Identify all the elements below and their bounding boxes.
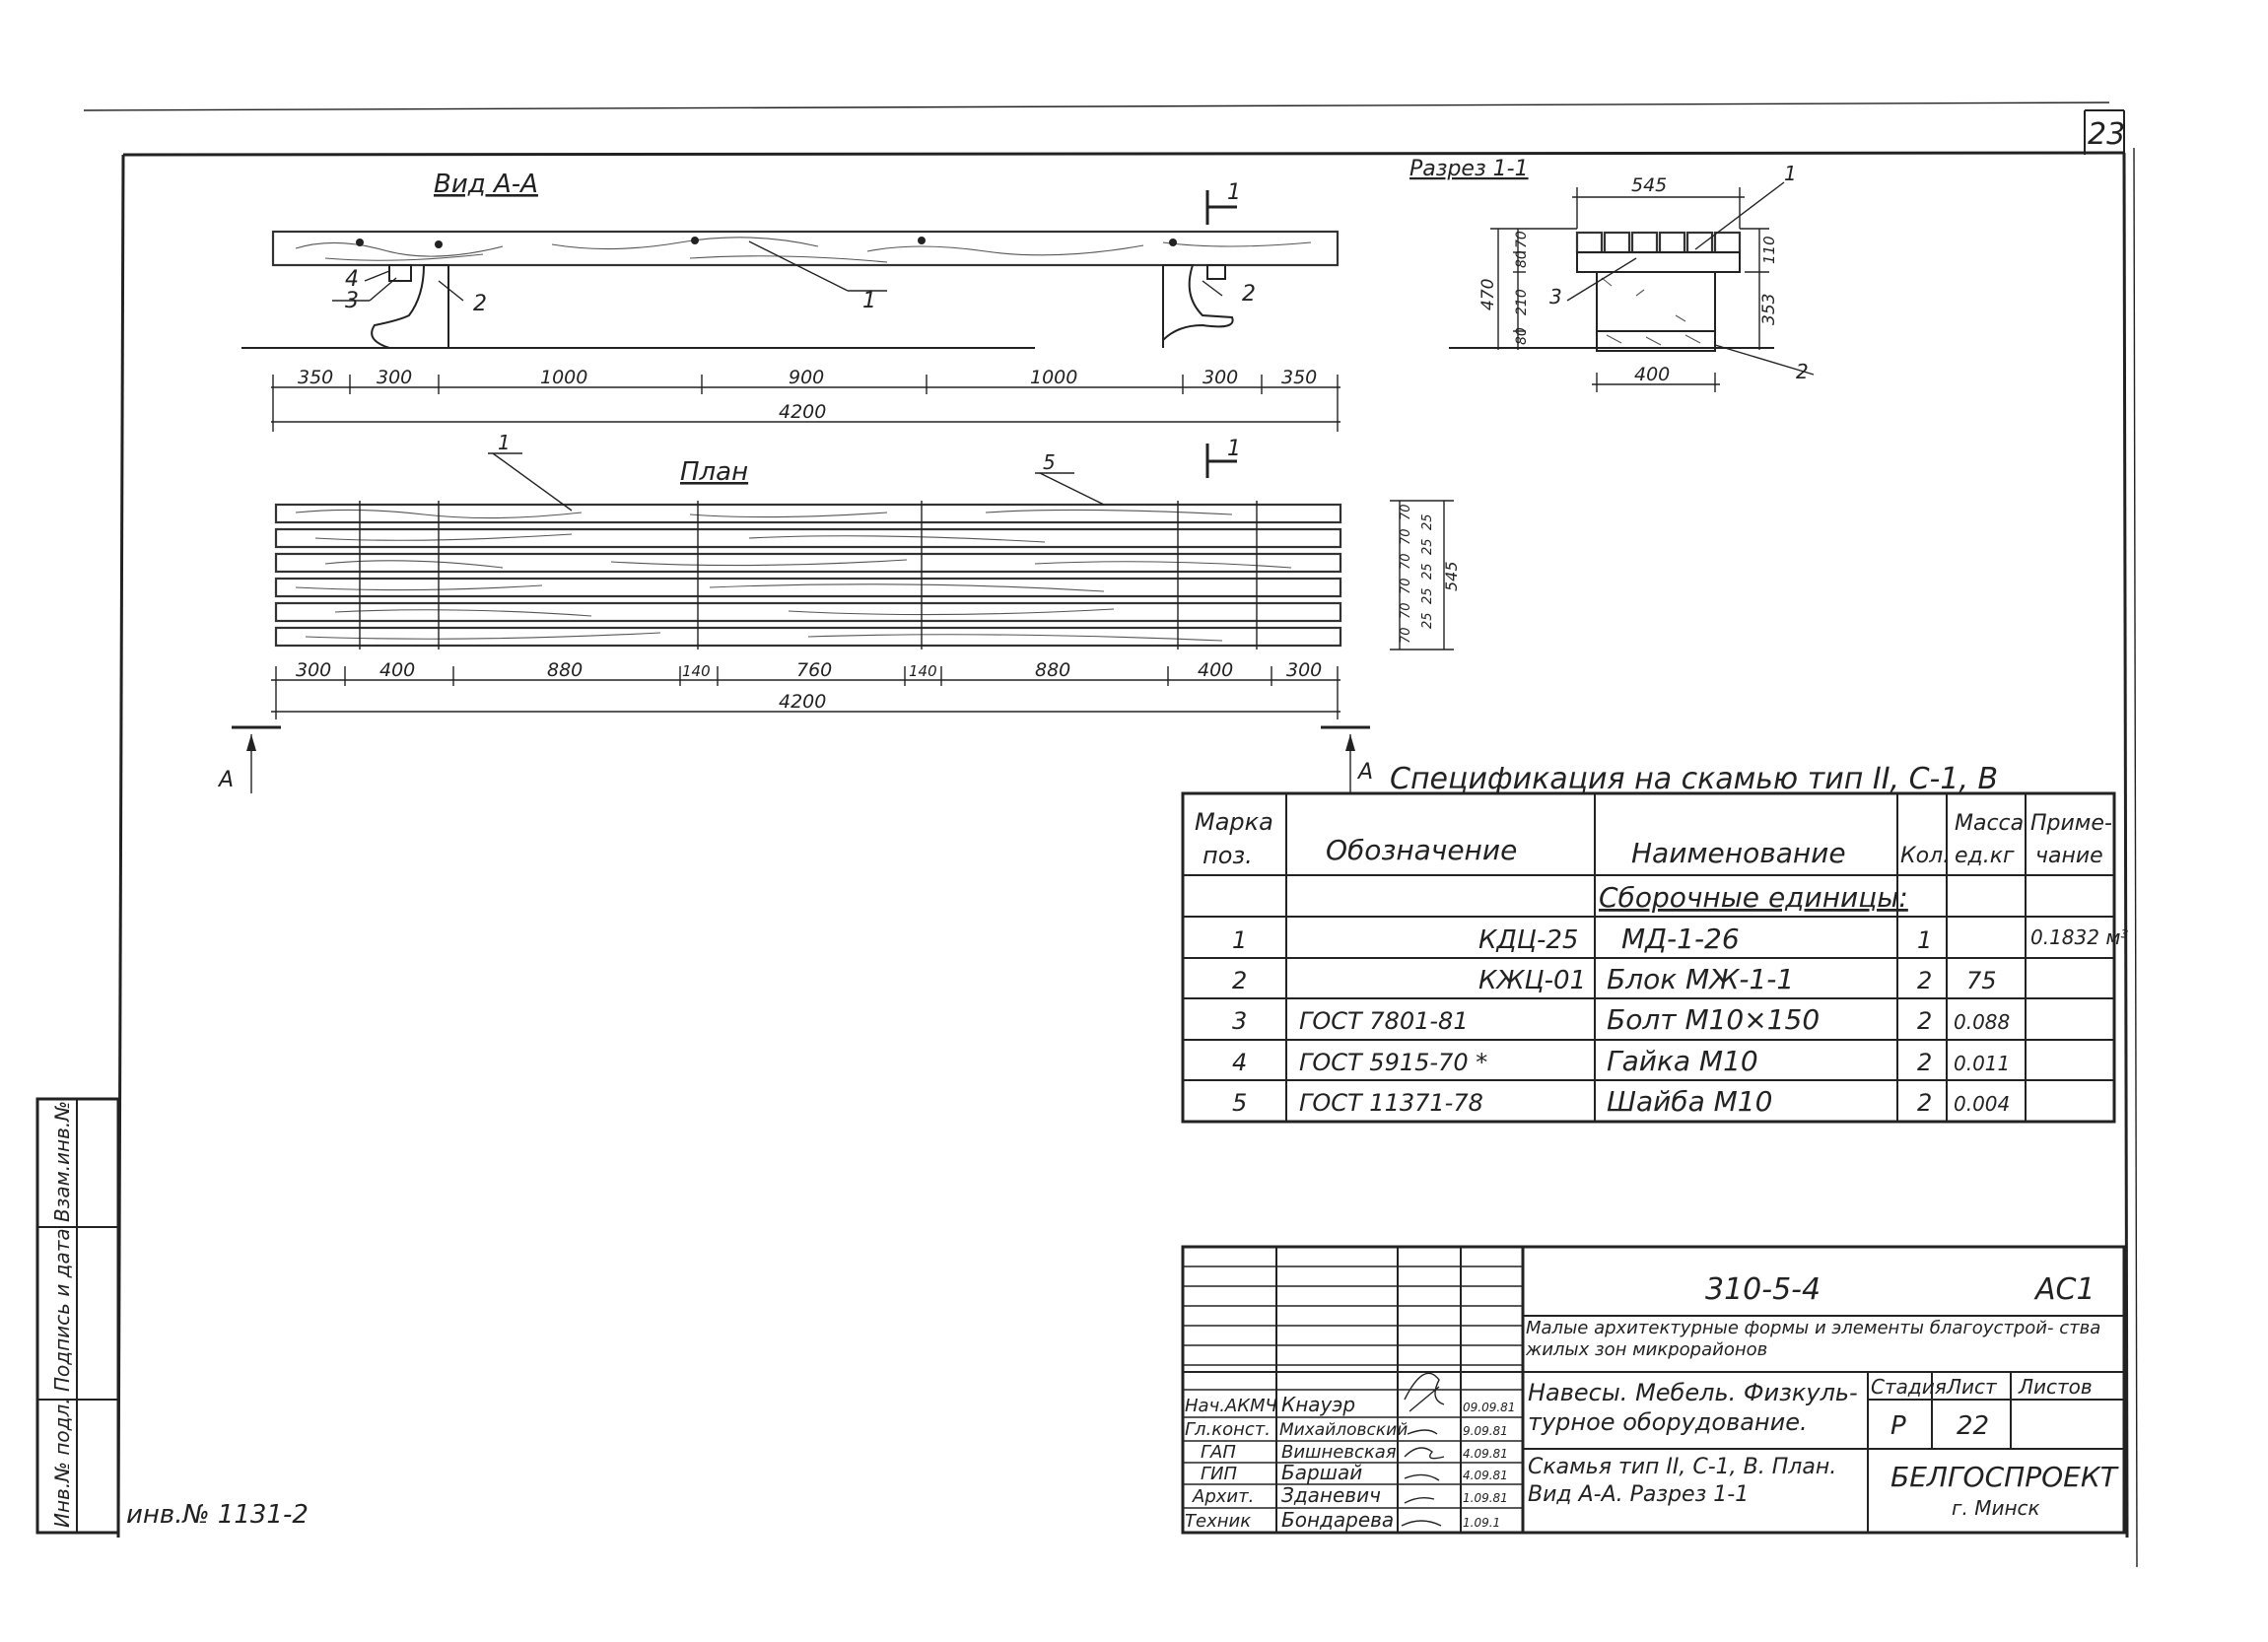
staff-role: Техник <box>1185 1511 1252 1532</box>
view-aa-dim-7: 350 <box>1281 367 1318 388</box>
spec-row-mark: 1 <box>1232 926 1248 954</box>
plan-section-mark: 1 <box>1227 437 1241 461</box>
plan-side-total: 545 <box>1442 561 1461 591</box>
view-aa-label-2-left: 2 <box>473 292 487 316</box>
plan-title: План <box>680 457 749 487</box>
spec-row-designation: ГОСТ 7801-81 <box>1299 1007 1469 1035</box>
spec-row-name: Болт М10×150 <box>1607 1003 1821 1036</box>
title-city: г. Минск <box>1952 1496 2040 1520</box>
spec-row-designation: КЖЦ-01 <box>1478 966 1587 995</box>
spec-header-designation: Обозначение <box>1326 834 1518 866</box>
cut-mark-left: А <box>219 768 235 792</box>
plan-dim-7: 880 <box>1035 659 1071 681</box>
plan-side-25-1: 25 <box>1420 513 1435 530</box>
signature <box>1402 1373 1444 1526</box>
spec-row-qty: 2 <box>1917 1089 1933 1117</box>
spec-row-name: Шайба М10 <box>1607 1085 1773 1118</box>
title-stage-label: Стадия <box>1871 1375 1947 1399</box>
section-11 <box>1409 157 1814 392</box>
spec-header-mark-2: поз. <box>1203 842 1253 869</box>
staff-role: ГАП <box>1201 1442 1236 1463</box>
side-stamp-sign: Подпись и дата <box>50 1228 74 1392</box>
staff-date: 9.09.81 <box>1463 1424 1508 1438</box>
spec-row-mark: 2 <box>1232 967 1248 994</box>
plan-view <box>232 444 1454 793</box>
section-11-height-80a: 80 <box>1514 327 1530 345</box>
plan-side-70-5: 70 <box>1399 602 1413 619</box>
plan-dim-8: 400 <box>1198 659 1234 681</box>
spec-header-mass-2: ед.кг <box>1955 844 2015 868</box>
view-aa-dim-3: 1000 <box>540 367 588 388</box>
view-aa-dim-4: 900 <box>789 367 825 388</box>
section-11-total-height: 470 <box>1478 278 1498 310</box>
title-org: БЕЛГОСПРОЕКТ <box>1890 1461 2117 1493</box>
title-project: Малые архитектурные формы и элементы благоустрой- ства жилых зон микрорайонов <box>1526 1318 2101 1360</box>
staff-row <box>1185 1508 1500 1532</box>
title-drawing: Скамья тип II, С-1, В. План. Вид А-А. Разрез 1-1 <box>1528 1455 1837 1507</box>
view-aa-title: Вид А-А <box>434 170 538 199</box>
plan-dim-5: 760 <box>796 659 833 681</box>
staff-row <box>1185 1393 1515 1416</box>
spec-row-mass: 0.088 <box>1954 1010 2011 1034</box>
staff-name: Кнауэр <box>1281 1393 1356 1416</box>
plan-side-70-2: 70 <box>1399 528 1413 545</box>
plan-side-70-4: 70 <box>1399 578 1413 594</box>
spec-row-designation: КДЦ-25 <box>1478 925 1579 955</box>
spec-row <box>1232 963 1997 995</box>
spec-row-mark: 4 <box>1232 1049 1248 1076</box>
title-sheets-label: Листов <box>2019 1375 2093 1399</box>
view-aa-dim-1: 350 <box>298 367 334 388</box>
spec-row-name: Блок МЖ-1-1 <box>1607 963 1795 995</box>
staff-name: Баршай <box>1281 1461 1363 1484</box>
plan-dim-2: 400 <box>379 659 416 681</box>
side-stamp-replace: Взам.инв.№ <box>50 1100 74 1222</box>
spec-row <box>1232 1003 2010 1036</box>
title-section: Навесы. Мебель. Физкуль- турное оборудование. <box>1528 1379 1858 1436</box>
plan-dim-total: 4200 <box>779 691 827 713</box>
section-11-label-3: 3 <box>1549 285 1562 308</box>
staff-date: 09.09.81 <box>1463 1401 1516 1414</box>
title-sheet-code: АС1 <box>2035 1272 2096 1307</box>
staff-row <box>1201 1442 1508 1463</box>
spec-header-mark-1: Марка <box>1195 808 1273 836</box>
plan-dim-6: 140 <box>909 662 937 680</box>
section-11-right-353: 353 <box>1759 293 1779 325</box>
spec-row-mark: 5 <box>1232 1089 1248 1117</box>
view-aa-dim-5: 1000 <box>1030 367 1078 388</box>
view-aa-label-3: 3 <box>345 289 359 313</box>
page-number: 23 <box>2088 117 2126 152</box>
plan-side-70-6: 70 <box>1399 627 1413 644</box>
plan-dim-1: 300 <box>296 659 332 681</box>
plan-side-25-2: 25 <box>1420 538 1435 555</box>
spec-row-mark: 3 <box>1232 1007 1248 1035</box>
section-11-title: Разрез 1-1 <box>1409 157 1529 181</box>
plan-side-25-5: 25 <box>1420 612 1435 629</box>
title-doc-number: 310-5-4 <box>1705 1272 1821 1307</box>
view-aa-label-2-right: 2 <box>1242 282 1256 307</box>
spec-row-mass: 0.004 <box>1954 1092 2011 1116</box>
title-sheet-label: Лист <box>1947 1375 1997 1399</box>
inventory-number: инв.№ 1131-2 <box>126 1500 309 1530</box>
spec-row-qty: 1 <box>1917 926 1933 954</box>
spec-row-name: Гайка М10 <box>1607 1045 1758 1077</box>
staff-name: Бондарева <box>1281 1508 1395 1532</box>
staff-role: ГИП <box>1201 1464 1238 1484</box>
view-aa-dim-2: 300 <box>377 367 413 388</box>
side-stamp-inv: Инв.№ подл. <box>50 1398 74 1528</box>
plan-side-70-3: 70 <box>1399 553 1413 570</box>
spec-row-qty: 2 <box>1917 1007 1933 1035</box>
spec-row-qty: 2 <box>1917 1049 1933 1076</box>
section-11-label-1: 1 <box>1784 162 1797 185</box>
view-aa-section-mark: 1 <box>1227 180 1241 205</box>
section-11-label-2: 2 <box>1796 360 1809 383</box>
staff-row <box>1185 1419 1508 1440</box>
section-11-width-bottom: 400 <box>1634 364 1671 385</box>
spec-row-mass: 0.011 <box>1954 1052 2011 1075</box>
staff-role: Архит. <box>1193 1486 1255 1507</box>
section-11-right-110: 110 <box>1760 236 1778 264</box>
view-aa-dim-total: 4200 <box>779 401 827 423</box>
plan-dim-4: 140 <box>682 662 711 680</box>
spec-row-name: МД-1-26 <box>1621 923 1740 955</box>
staff-name: Михайловский <box>1279 1420 1409 1440</box>
section-11-width-top: 545 <box>1631 174 1668 196</box>
spec-row-designation: ГОСТ 5915-70 * <box>1299 1049 1488 1076</box>
title-stage: Р <box>1890 1411 1906 1441</box>
spec-title: Спецификация на скамью тип II, С-1, В <box>1390 762 1999 796</box>
spec-row-qty: 2 <box>1917 967 1933 994</box>
plan-label-5: 5 <box>1043 450 1056 474</box>
title-sheet: 22 <box>1957 1411 1990 1441</box>
plan-side-70-1: 70 <box>1399 504 1413 520</box>
view-aa-label-1: 1 <box>862 289 876 313</box>
spec-header-mass-1: Масса <box>1955 811 2025 836</box>
staff-name: Зданевич <box>1281 1483 1381 1507</box>
staff-role: Гл.конст. <box>1185 1419 1271 1440</box>
staff-role: Нач.АКМЧ <box>1185 1396 1277 1416</box>
spec-row-designation: ГОСТ 11371-78 <box>1299 1089 1483 1117</box>
section-11-height-210: 210 <box>1514 289 1530 315</box>
spec-header-note-2: чание <box>2035 844 2103 868</box>
staff-date: 1.09.81 <box>1463 1491 1508 1505</box>
spec-row-mass: 75 <box>1966 967 1997 994</box>
spec-row <box>1232 1085 2010 1118</box>
staff-name: Вишневская <box>1281 1442 1397 1463</box>
staff-date: 1.09.1 <box>1463 1516 1501 1530</box>
view-aa <box>241 170 1338 348</box>
section-11-height-70: 70 <box>1514 231 1530 248</box>
spec-section-label: Сборочные единицы: <box>1599 881 1908 914</box>
spec-row <box>1232 1045 2010 1077</box>
plan-dim-9: 300 <box>1286 659 1323 681</box>
staff-row <box>1201 1461 1508 1484</box>
view-aa-dim-6: 300 <box>1203 367 1239 388</box>
spec-header-note-1: Приме- <box>2030 811 2112 836</box>
spec-header-name: Наименование <box>1631 837 1846 869</box>
plan-label-1: 1 <box>498 431 511 454</box>
plan-side-25-3: 25 <box>1420 563 1435 580</box>
spec-row-note: 0.1832 м³ <box>2030 925 2129 949</box>
plan-side-25-4: 25 <box>1420 587 1435 604</box>
section-11-height-80b: 80 <box>1514 250 1530 268</box>
spec-header-qty: Кол. <box>1900 844 1951 868</box>
view-aa-label-4: 4 <box>345 267 359 292</box>
plan-dim-3: 880 <box>547 659 584 681</box>
staff-date: 4.09.81 <box>1463 1469 1508 1482</box>
spec-row <box>1232 923 2128 955</box>
cut-mark-right: А <box>1358 760 1374 785</box>
staff-date: 4.09.81 <box>1463 1447 1508 1461</box>
